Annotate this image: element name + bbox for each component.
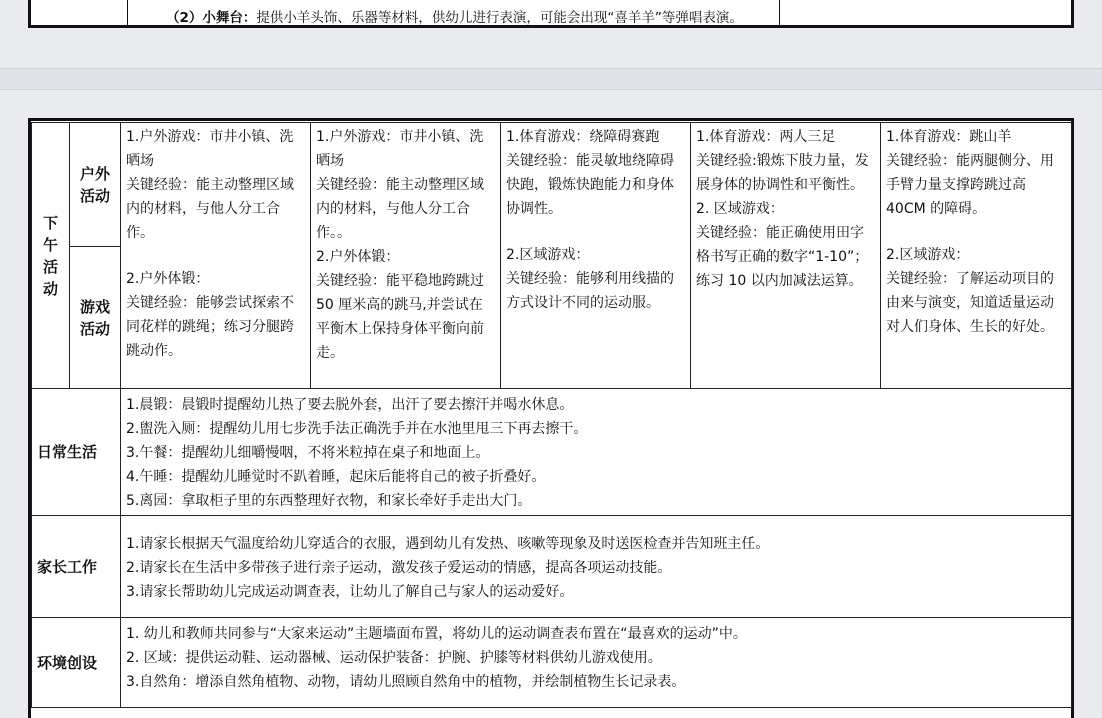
list-item: 1.晨锻：晨锻时提醒幼儿热了要去脱外套，出汗了要去擦汗并喝水休息。 <box>126 397 574 413</box>
list-item: 3.午餐：提醒幼儿细嚼慢咽，不将米粒掉在桌子和地面上。 <box>126 445 490 461</box>
afternoon-monday <box>121 123 311 389</box>
afternoon-label: 下午活动 <box>32 123 70 389</box>
activity-2: 2.户外体锻： <box>126 271 210 287</box>
key-experience-2: 关键经验：了解运动项目的由来与演变，知道适量运动对人们身体、生长的好处。 <box>886 271 1054 335</box>
key-experience-2: 关键经验：能够尝试探索不同花样的跳绳；练习分腿跨跳动作。 <box>126 295 294 359</box>
afternoon-wednesday <box>501 123 691 389</box>
activity-1: 1.户外游戏：市井小镇、洗晒场 <box>126 129 294 169</box>
environment-row <box>32 618 1072 708</box>
activity-1: 1.户外游戏：市井小镇、洗晒场 <box>316 129 484 169</box>
activity-2: 2.区域游戏： <box>506 247 590 263</box>
afternoon-tuesday <box>311 123 501 389</box>
parent-work-label: 家长工作 <box>32 516 121 618</box>
activity-2: 2.区域游戏： <box>886 247 970 263</box>
game-activity-label: 游戏活动 <box>70 247 121 389</box>
activity-2: 2. 区域游戏： <box>696 201 784 217</box>
daily-life-row <box>32 389 1072 516</box>
list-item: 5.离园：拿取柜子里的东西整理好衣物，和家长牵好手走出大门。 <box>126 493 532 509</box>
list-item: 1. 幼儿和教师共同参与“大家来运动”主题墙面布置，将幼儿的运动调查表布置在“最喜欢的运动”中。 <box>126 626 747 642</box>
daily-life-content <box>121 389 1072 516</box>
key-experience-1: 关键经验：能主动整理区域内的材料，与他人分工合作。。 <box>316 177 484 241</box>
outdoor-activity-label: 户外活动 <box>70 123 121 247</box>
previous-page-fragment <box>28 0 1074 28</box>
table-divider <box>779 0 780 25</box>
key-experience-2: 关键经验：能正确使用田字格书写正确的数字“1-10”；练习 10 以内加减法运算。 <box>696 225 869 289</box>
stage-activity-text <box>166 6 743 26</box>
stage-description: 提供小羊头饰、乐器等材料，供幼儿进行表演，可能会出现“喜羊羊”等弹唱表演。 <box>256 10 743 26</box>
activity-2: 2.户外体锻： <box>316 249 400 265</box>
list-item: 3.请家长帮助幼儿完成运动调查表，让幼儿了解自己与家人的运动爱好。 <box>126 583 574 600</box>
weekly-plan-table <box>31 122 1072 708</box>
parent-work-row <box>32 516 1072 618</box>
list-item: 4.午睡：提醒幼儿睡觉时不趴着睡，起床后能将自己的被子折叠好。 <box>126 469 546 485</box>
key-experience-2: 关键经验：能平稳地跨跳过 50 厘米高的跳马,并尝试在平衡木上保持身体平衡向前走。 <box>316 273 484 361</box>
environment-content <box>121 618 1072 708</box>
key-experience-1: 关键经验：能灵敏地绕障碍快跑，锻炼快跑能力和身体协调性。 <box>506 153 674 217</box>
stage-label: （2）小舞台： <box>166 10 257 26</box>
key-experience-1: 关键经验：能主动整理区域内的材料，与他人分工合作。 <box>126 177 294 241</box>
daily-life-label: 日常生活 <box>32 389 121 516</box>
activity-1: 1.体育游戏：跳山羊 <box>886 129 1012 145</box>
list-item: 3.自然角：增添自然角植物、动物，请幼儿照顾自然角中的植物，并绘制植物生长记录表。 <box>126 674 686 690</box>
afternoon-thursday <box>691 123 881 389</box>
environment-label: 环境创设 <box>32 618 121 708</box>
activity-1: 1.体育游戏：两人三足 <box>696 129 836 145</box>
key-experience-1: 关键经验：能两腿侧分、用手臂力量支撑跨跳过高 40CM 的障碍。 <box>886 153 1054 217</box>
activity-1: 1.体育游戏：绕障碍赛跑 <box>506 129 660 145</box>
key-experience-2: 关键经验：能够利用线描的方式设计不同的运动服。 <box>506 271 674 311</box>
key-experience-1: 关键经验:锻炼下肢力量，发展身体的协调性和平衡性。 <box>696 153 869 193</box>
afternoon-friday <box>881 123 1072 389</box>
afternoon-row <box>32 123 1072 247</box>
list-item: 2. 区域：提供运动鞋、运动器械、运动保护装备：护腕、护膝等材料供幼儿游戏使用。 <box>126 650 662 666</box>
list-item: 2.请家长在生活中多带孩子进行亲子运动，激发孩子爱运动的情感，提高各项运动技能。 <box>126 559 672 576</box>
list-item: 1.请家长根据天气温度给幼儿穿适合的衣服，遇到幼儿有发热、咳嗽等现象及时送医检查并告知班主任。 <box>126 535 770 552</box>
list-item: 2.盥洗入厕：提醒幼儿用七步洗手法正确洗手并在水池里甩三下再去擦干。 <box>126 421 588 437</box>
parent-work-content <box>121 516 1072 618</box>
page-separator <box>0 68 1102 90</box>
table-divider <box>127 0 128 25</box>
